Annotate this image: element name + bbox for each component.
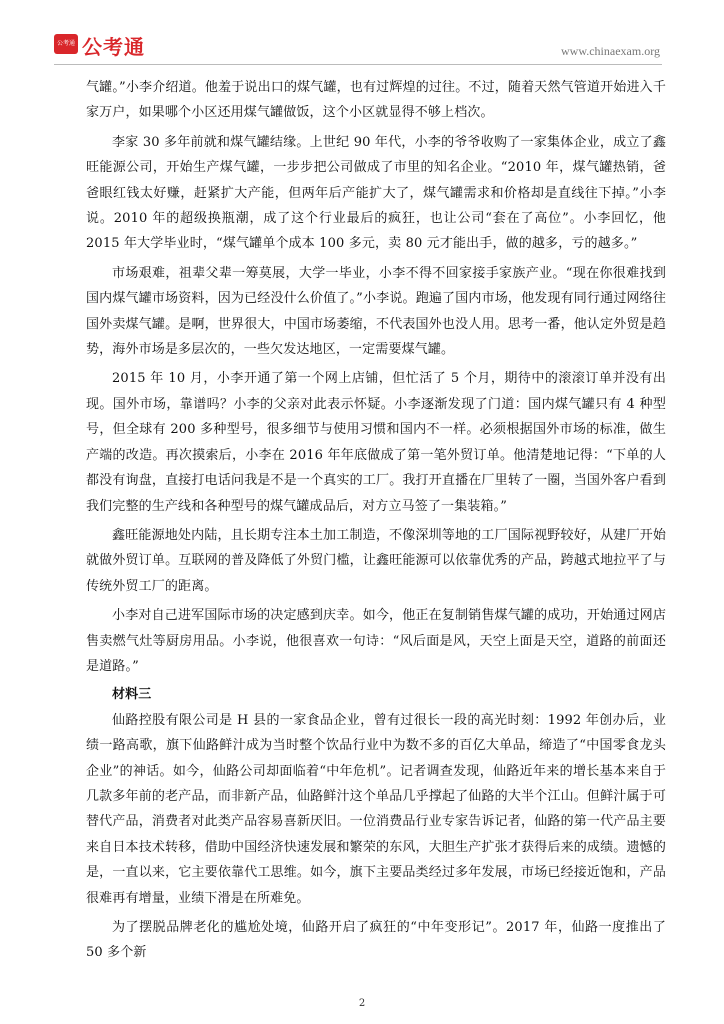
header-divider: [54, 64, 662, 65]
paragraph: 市场艰难，祖辈父辈一筹莫展，大学一毕业，小李不得不回家接手家族产业。“现在你很难找到国内煤气罐市场资料，因为已经没什么价值了。”小李说。跑遍了国内市场，他发现有同行通过网络往国外卖煤气罐。是啊，世界很大，中国市场萎缩，不代表国外也没人用。思考一番，他认定外贸是趋势，海外市场是多层次的，一些欠发达地区，一定需要煤气罐。: [86, 265, 666, 358]
section-heading: 材料三: [112, 687, 152, 703]
site-url: www.chinaexam.org: [561, 44, 660, 58]
page-number: 2: [358, 998, 366, 1009]
paragraph: 鑫旺能源地处内陆，且长期专注本土加工制造，不像深圳等地的工厂国际视野较好，从建厂开始就做外贸订单。互联网的普及降低了外贸门槛，让鑫旺能源可以依靠优秀的产品，跨越式地拉平了与传统外贸工厂的距离。: [86, 527, 666, 594]
logo-text: 公考通: [82, 35, 145, 59]
document-body: [86, 75, 666, 966]
paragraph: 李家 30 多年前就和煤气罐结缘。上世纪 90 年代，小李的爷爷收购了一家集体企业，成立了鑫旺能源公司，开始生产煤气罐，一步步把公司做成了市里的知名企业。“2010 年，煤气罐热销，爸爸眼红钱太好赚，赶紧扩大产能，但两年后产能扩大了，煤气罐需求和价格却是直线往下掉。”小李说。2010 年的超级换瓶潮，成了这个行业最后的疯狂，也让公司“套在了高位”。小李回忆，他 2015 年大学毕业时，“煤气罐单个成本 100 多元，卖 80 元才能出手，做的越多，亏的越多。”: [86, 134, 666, 252]
paragraph-continued: 气罐。”小李介绍道。他羞于说出口的煤气罐，也有过辉煌的过往。不过，随着天然气管道开始进入千家万户，如果哪个小区还用煤气罐做饭，这个小区就显得不够上档次。: [86, 80, 666, 121]
page-header: [0, 0, 724, 66]
paragraph: 2015 年 10 月，小李开通了第一个网上店铺，但忙活了 5 个月，期待中的滚滚订单并没有出现。国外市场，靠谱吗？小李的父亲对此表示怀疑。小李逐渐发现了门道：国内煤气罐只有 4 种型号，但全球有 200 多种型号，很多细节与使用习惯和国内不一样。必须根据国外市场的标准，做生产端的改造。再次摸索后，小李在 2016 年年底做成了第一笔外贸订单。他清楚地记得：“下单的人都没有询盘，直接打电话问我是不是一个真实的工厂。我打开直播在厂里转了一圈，当国外客户看到我们完整的生产线和各种型号的煤气罐成品后，对方立马签了一集装箱。”: [86, 371, 666, 514]
logo-badge: 公考通: [54, 34, 78, 54]
paragraph: 仙路控股有限公司是 H 县的一家食品企业，曾有过很长一段的高光时刻：1992 年创办后，业绩一路高歌，旗下仙路鲜汁成为当时整个饮品行业中为数不多的百亿大单品，缔造了“中国零食龙头企业”的神话。如今，仙路公司却面临着“中年危机”。记者调查发现，仙路近年来的增长基本来自于几款多年前的老产品，而非新产品，仙路鲜汁这个单品几乎撑起了仙路的大半个江山。但鲜汁属于可替代产品，消费者对此类产品容易喜新厌旧。一位消费品行业专家告诉记者，仙路的第一代产品主要来自日本技术转移，借助中国经济快速发展和繁荣的东风，大胆生产扩张才获得后来的成绩。遗憾的是，一直以来，它主要依靠代工思维。如今，旗下主要品类经过多年发展，市场已经接近饱和，产品很难再有增量，业绩下滑是在所难免。: [86, 712, 666, 906]
paragraph: 为了摆脱品牌老化的尴尬处境，仙路开启了疯狂的“中年变形记”。2017 年，仙路一度推出了 50 多个新: [86, 920, 666, 961]
paragraph: 小李对自己进军国际市场的决定感到庆幸。如今，他正在复制销售煤气罐的成功，开始通过网店售卖燃气灶等厨房用品。小李说，他很喜欢一句诗：“风后面是风，天空上面是天空，道路的前面还是道路。”: [86, 608, 666, 674]
